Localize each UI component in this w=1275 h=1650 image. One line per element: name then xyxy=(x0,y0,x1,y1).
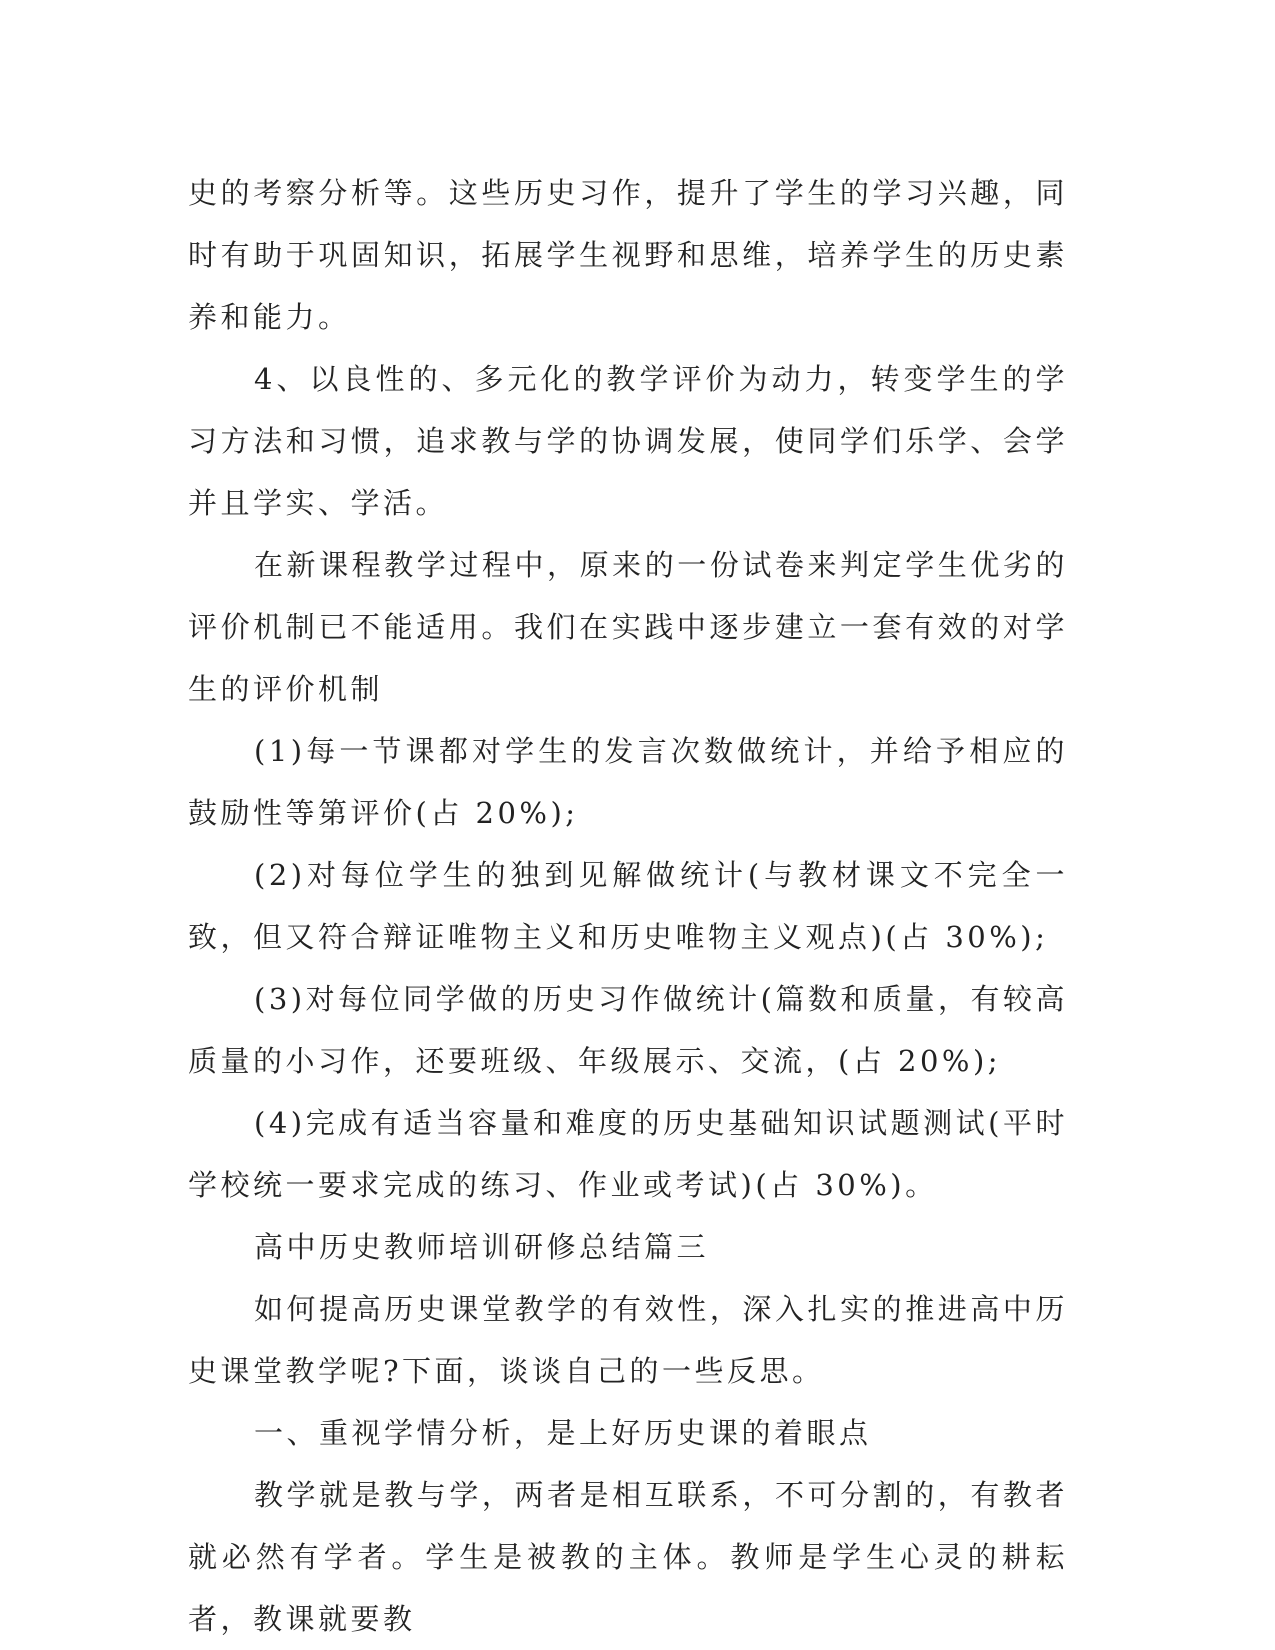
document-body xyxy=(188,162,1068,1650)
paragraph-teaching-learning: 教学就是教与学，两者是相互联系，不可分割的，有教者就必然有学者。学生是被教的主体。教师是学生心灵的耕耘者，教课就要教 xyxy=(188,1478,1068,1636)
section-title: 高中历史教师培训研修总结篇三 xyxy=(254,1230,710,1264)
paragraph-item-2: (2)对每位学生的独到见解做统计(与教材课文不完全一致，但又符合辩证唯物主义和历史唯物主义观点)(占 30%); xyxy=(188,858,1068,954)
paragraph-item-1: (1)每一节课都对学生的发言次数做统计，并给予相应的鼓励性等第评价(占 20%); xyxy=(188,734,1068,830)
paragraph-item-4: (4)完成有适当容量和难度的历史基础知识试题测试(平时学校统一要求完成的练习、作业或考试)(占 30%)。 xyxy=(188,1106,1068,1202)
paragraph-evaluation-intro: 在新课程教学过程中，原来的一份试卷来判定学生优劣的评价机制已不能适用。我们在实践中逐步建立一套有效的对学生的评价机制 xyxy=(188,548,1068,706)
paragraph-reflection-intro: 如何提高历史课堂教学的有效性，深入扎实的推进高中历史课堂教学呢?下面，谈谈自己的一些反思。 xyxy=(188,1292,1068,1388)
paragraph-continuation: 史的考察分析等。这些历史习作，提升了学生的学习兴趣，同时有助于巩固知识，拓展学生视野和思维，培养学生的历史素养和能力。 xyxy=(188,176,1068,334)
paragraph-item-3: (3)对每位同学做的历史习作做统计(篇数和质量，有较高质量的小习作，还要班级、年级展示、交流，(占 20%); xyxy=(188,982,1068,1078)
paragraph-point-4: 4、以良性的、多元化的教学评价为动力，转变学生的学习方法和习惯，追求教与学的协调发展，使同学们乐学、会学并且学实、学活。 xyxy=(188,362,1068,520)
subheading-one: 一、重视学情分析，是上好历史课的着眼点 xyxy=(254,1416,872,1450)
